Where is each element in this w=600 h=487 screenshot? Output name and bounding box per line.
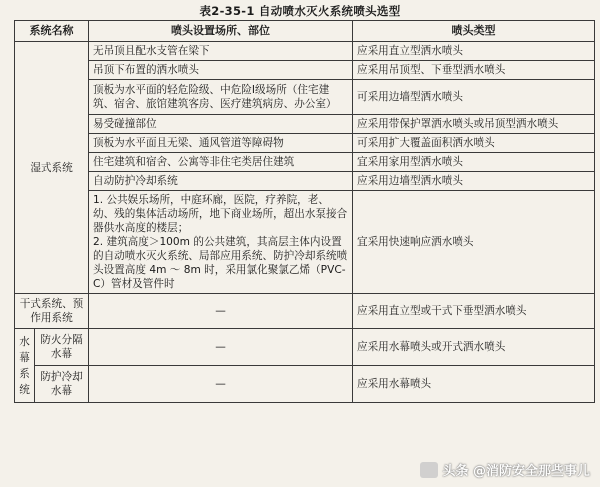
location-cell: 顶板为水平面的轻危险级、中危险Ⅰ级场所（住宅建筑、宿舍、旅馆建筑客房、医疗建筑病房、办公室）: [89, 80, 353, 115]
header-location: 喷头设置场所、部位: [89, 21, 353, 42]
type-cell: 宜采用快速响应洒水喷头: [353, 191, 595, 294]
location-cell: 易受碰撞部位: [89, 115, 353, 134]
type-cell: 宜采用家用型洒水喷头: [353, 153, 595, 172]
curtain-sub-label: 防护冷却水幕: [35, 366, 89, 403]
location-cell: 住宅建筑和宿舍、公寓等非住宅类居住建筑: [89, 153, 353, 172]
location-line: 2. 建筑高度＞100m 的公共建筑，其高层主体内设置的自动喷水灭火系统、局部应用系统、防护冷却系统喷头设置高度 4m ～ 8m 时，采用氯化聚氯乙烯（PVC-C）管材及管件时: [93, 236, 348, 290]
table-row: [15, 42, 595, 61]
header-type: 喷头类型: [353, 21, 595, 42]
location-cell: —: [89, 294, 353, 329]
type-cell: 应采用直立型洒水喷头: [353, 42, 595, 61]
table-row: [15, 153, 595, 172]
location-cell: 顶板为水平面且无梁、通风管道等障碍物: [89, 134, 353, 153]
location-cell: 无吊顶且配水支管在梁下: [89, 42, 353, 61]
table-row: [15, 366, 595, 403]
watermark: [420, 460, 590, 479]
curtain-label-char: 系: [19, 367, 30, 380]
dry-system-label: 干式系统、预作用系统: [15, 294, 89, 329]
location-cell-multi: [89, 191, 353, 294]
table-row: [15, 329, 595, 366]
table-row: [15, 191, 595, 294]
header-system: 系统名称: [15, 21, 89, 42]
type-cell: 应采用直立型或干式下垂型洒水喷头: [353, 294, 595, 329]
location-cell: 自动防护冷却系统: [89, 172, 353, 191]
table-row: [15, 61, 595, 80]
table-row: [15, 294, 595, 329]
type-cell: 应采用吊顶型、下垂型洒水喷头: [353, 61, 595, 80]
curtain-label-char: 幕: [19, 351, 30, 364]
wet-system-label: 湿式系统: [15, 42, 89, 294]
header-row: [15, 21, 595, 42]
location-line: 1. 公共娱乐场所，中庭环廊，医院，疗养院，老、幼、残的集体活动场所，地下商业场所，超出水泵接合器供水高度的楼层；: [93, 194, 348, 234]
sprinkler-selection-table: [14, 20, 595, 403]
type-cell: 应采用带保护罩洒水喷头或吊顶型洒水喷头: [353, 115, 595, 134]
table-row: [15, 172, 595, 191]
table-row: [15, 134, 595, 153]
curtain-system-label: [15, 329, 35, 403]
type-cell: 可采用扩大覆盖面积洒水喷头: [353, 134, 595, 153]
curtain-label-char: 水: [19, 335, 30, 348]
location-cell: 吊顶下布置的洒水喷头: [89, 61, 353, 80]
location-cell: —: [89, 329, 353, 366]
curtain-sub-label: 防火分隔水幕: [35, 329, 89, 366]
type-cell: 应采用水幕喷头: [353, 366, 595, 403]
table-row: [15, 80, 595, 115]
type-cell: 应采用水幕喷头或开式洒水喷头: [353, 329, 595, 366]
watermark-text: 头条 @消防安全那些事儿: [442, 464, 590, 479]
location-cell: —: [89, 366, 353, 403]
table-title: 表2-35-1 自动喷水灭火系统喷头选型: [199, 4, 401, 18]
watermark-logo-icon: [420, 462, 438, 478]
curtain-label-char: 统: [19, 383, 30, 396]
table-row: [15, 115, 595, 134]
type-cell: 应采用边墙型洒水喷头: [353, 172, 595, 191]
type-cell: 可采用边墙型洒水喷头: [353, 80, 595, 115]
